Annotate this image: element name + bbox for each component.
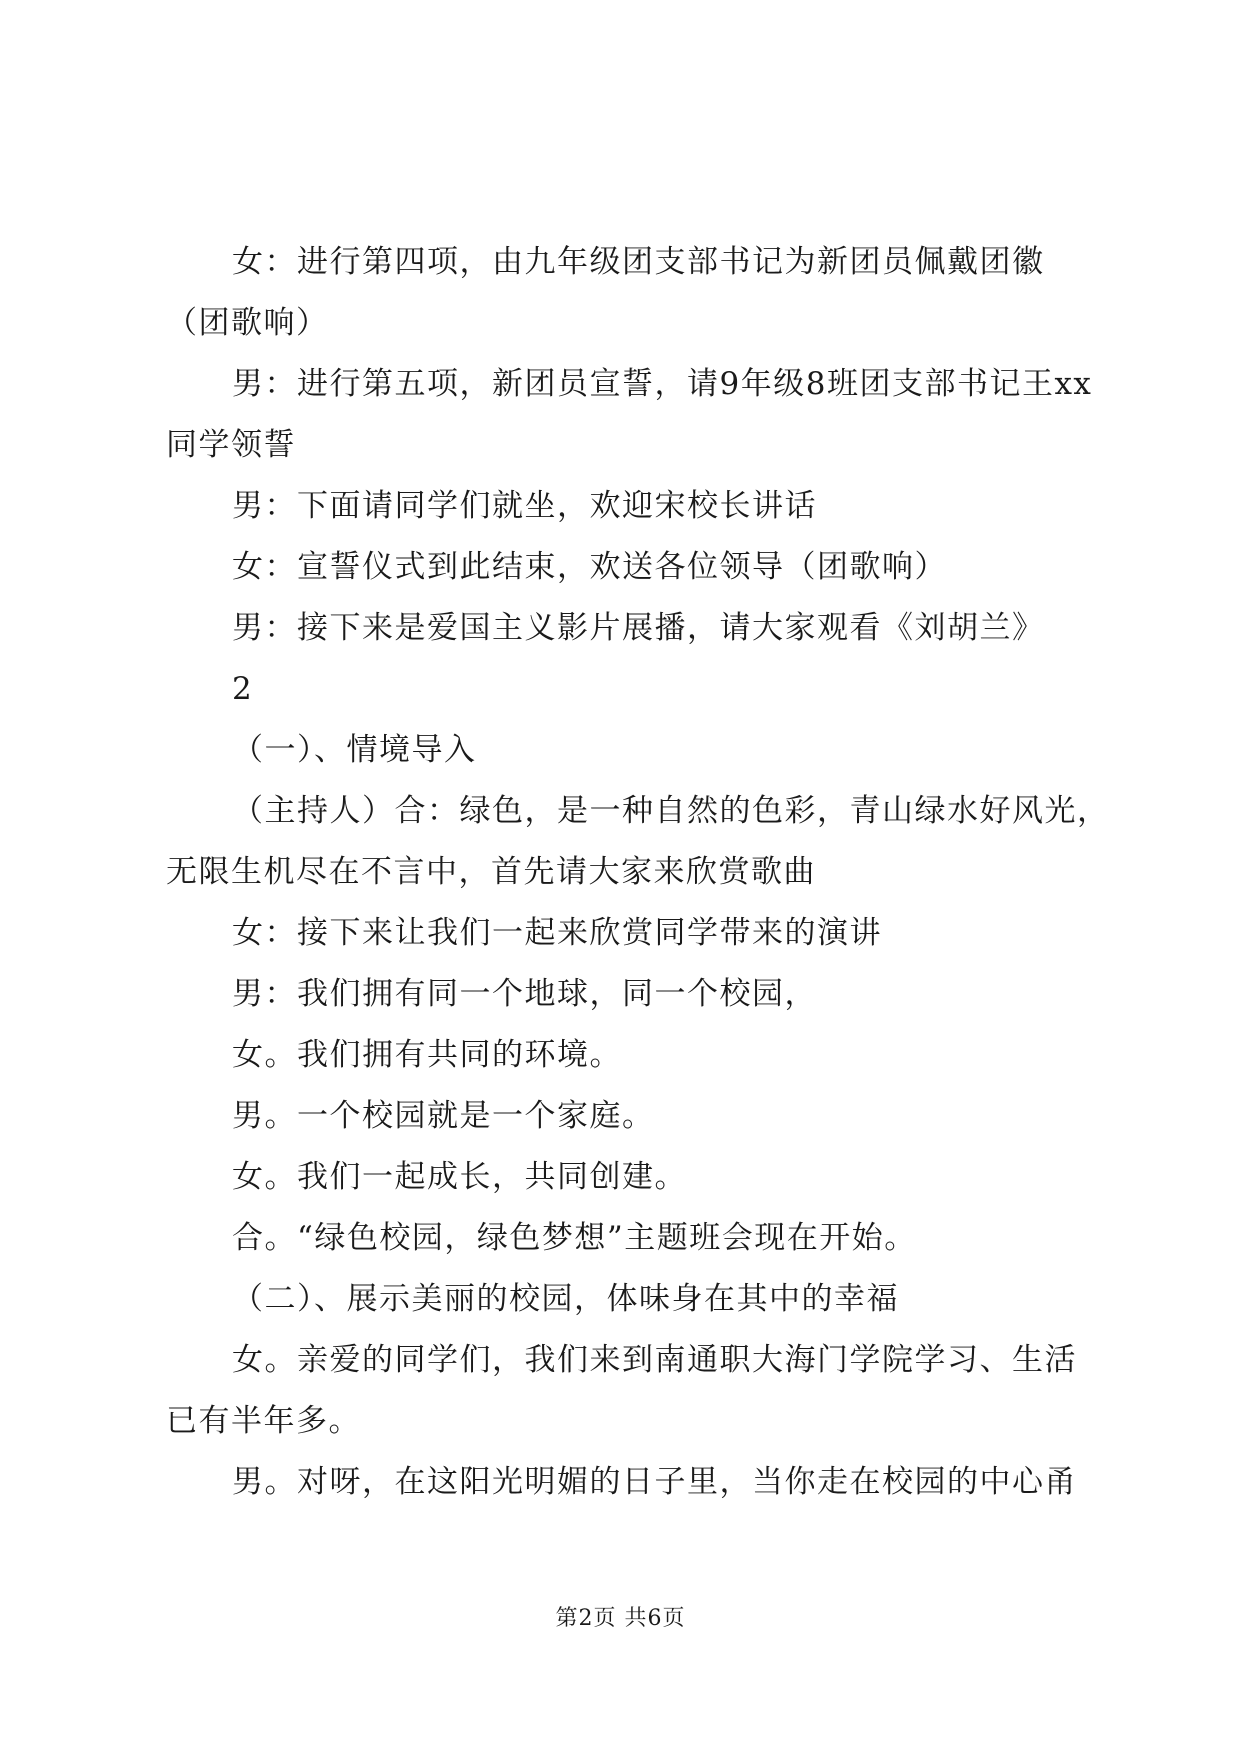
section-heading: （一）、情境导入 — [232, 732, 477, 768]
paragraph-line: 男：接下来是爱国主义影片展播，请大家观看《刘胡兰》 — [232, 610, 1045, 646]
paragraph-line: 男：进行第五项，新团员宣誓，请9年级8班团支部书记王xx — [232, 366, 1093, 402]
paragraph-line: 女：宣誓仪式到此结束，欢送各位领导（团歌响） — [232, 549, 947, 585]
paragraph-line: （团歌响） — [166, 305, 329, 341]
paragraph-line: 男：我们拥有同一个地球，同一个校园， — [232, 976, 817, 1012]
paragraph-line: 男：下面请同学们就坐，欢迎宋校长讲话 — [232, 488, 817, 524]
page-number-footer: 第2页 共6页 — [555, 1606, 686, 1631]
paragraph-line: 女。我们拥有共同的环境。 — [232, 1037, 622, 1073]
paragraph-line: 已有半年多。 — [166, 1403, 361, 1439]
paragraph-line: 女：进行第四项，由九年级团支部书记为新团员佩戴团徽 — [232, 244, 1045, 280]
paragraph-line: 男。一个校园就是一个家庭。 — [232, 1098, 655, 1134]
paragraph-line: 男。对呀，在这阳光明媚的日子里，当你走在校园的中心甬 — [232, 1464, 1077, 1500]
paragraph-line: 无限生机尽在不言中，首先请大家来欣赏歌曲 — [166, 854, 816, 890]
paragraph-line: 同学领誓 — [166, 427, 296, 463]
section-heading: （二）、展示美丽的校园，体味身在其中的幸福 — [232, 1281, 899, 1317]
paragraph-line: 女。我们一起成长，共同创建。 — [232, 1159, 687, 1195]
paragraph-line: （主持人）合：绿色，是一种自然的色彩，青山绿水好风光， — [232, 793, 1110, 829]
paragraph-line: 合。“绿色校园，绿色梦想”主题班会现在开始。 — [232, 1220, 917, 1256]
paragraph-line: 女。亲爱的同学们，我们来到南通职大海门学院学习、生活 — [232, 1342, 1077, 1378]
document-body — [166, 232, 1110, 1513]
paragraph-line: 女：接下来让我们一起来欣赏同学带来的演讲 — [232, 915, 882, 951]
section-number: 2 — [232, 671, 254, 707]
